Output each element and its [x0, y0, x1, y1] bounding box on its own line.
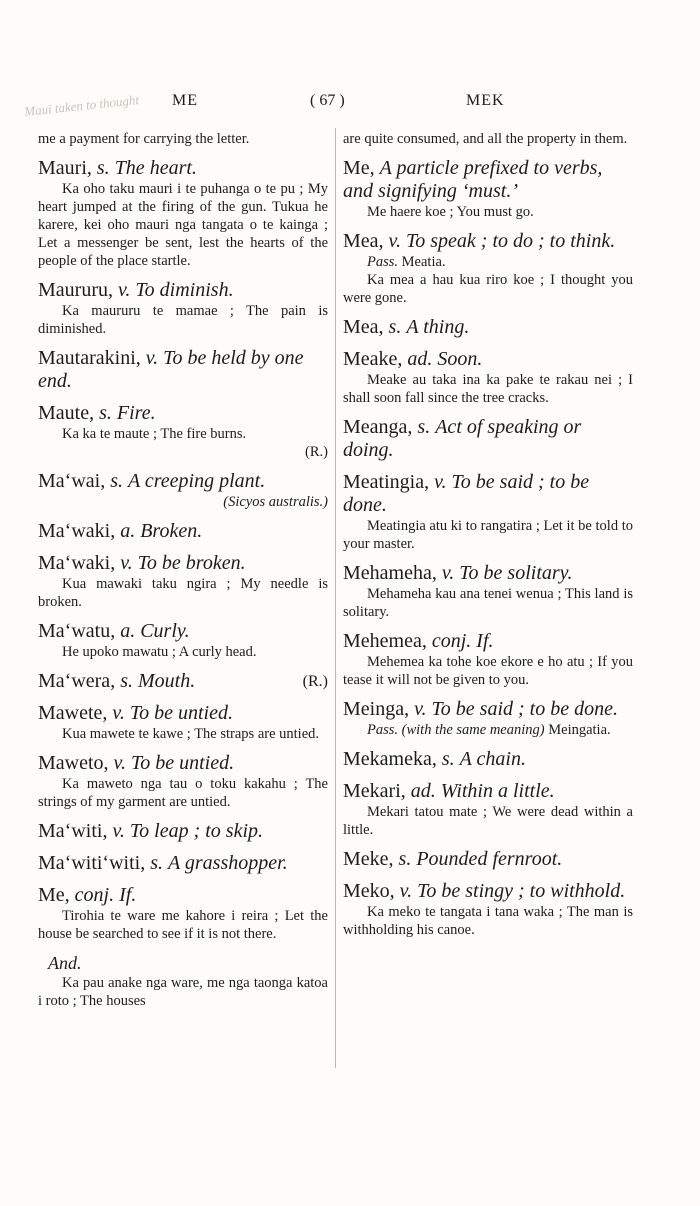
example: Tirohia te ware me kahore i reira ; Let the house be searched to see if it is not there.: [38, 908, 328, 942]
example: Ka maururu te mamae ; The pain is diminished.: [38, 303, 328, 337]
example: Mehameha kau ana tenei wenua ; This land is solitary.: [343, 586, 633, 620]
entry-headline: Meanga, s. Act of speaking or doing.: [343, 416, 582, 461]
definition: To be said ; to be done.: [431, 698, 618, 720]
definition: The heart.: [114, 157, 197, 179]
part-of-speech: v.: [112, 820, 125, 842]
header-right: MEK: [466, 92, 505, 109]
part-of-speech: v.: [414, 698, 427, 720]
entry-headline: Meinga, v. To be said ; to be done.: [343, 698, 618, 720]
part-of-speech: v.: [112, 702, 125, 724]
headword: Me: [38, 884, 65, 906]
part-of-speech: v.: [388, 230, 401, 252]
definition: Soon.: [437, 348, 483, 370]
dictionary-entry: [38, 702, 328, 743]
definition: Curly.: [140, 620, 190, 642]
example: Mekari tatou mate ; We were dead within a little.: [343, 804, 633, 838]
dictionary-entry: [343, 348, 633, 407]
dictionary-entry: [38, 884, 328, 943]
part-of-speech: s.: [441, 748, 455, 770]
headword: Mea: [343, 316, 379, 338]
entry-headline: Meke, s. Pounded fernroot.: [343, 848, 563, 870]
dictionary-entry: [343, 630, 633, 689]
definition: To be stingy ; to withhold.: [417, 880, 626, 902]
dictionary-entry: [38, 670, 328, 693]
passive-word: Meatia.: [401, 254, 446, 270]
dictionary-entry: [343, 848, 633, 871]
dictionary-entry: [343, 698, 633, 739]
part-of-speech: s.: [398, 848, 412, 870]
definition: Act of speaking or doing.: [343, 416, 582, 461]
part-of-speech: v.: [117, 279, 131, 301]
part-of-speech: conj.: [431, 630, 472, 652]
region-mark: (R.): [302, 673, 328, 690]
headword: Mekameka: [343, 748, 432, 770]
dictionary-entry: [38, 552, 328, 611]
headword: Meko: [343, 880, 390, 902]
definition: A creeping plant.: [128, 470, 266, 492]
definition: To speak ; to do ; to think.: [405, 230, 616, 252]
entry-headline: Maururu, v. To diminish.: [38, 279, 234, 301]
left-sub-entry: [38, 952, 328, 1010]
part-of-speech: ad.: [410, 780, 436, 802]
definition: To be untied.: [130, 752, 235, 774]
part-of-speech: ad.: [407, 348, 433, 370]
dictionary-entry: [343, 230, 633, 307]
entry-note: (R.): [305, 444, 328, 460]
dictionary-entry: [343, 780, 633, 839]
dictionary-entry: [38, 620, 328, 661]
headword: Meatingia: [343, 471, 425, 493]
entry-headline: Mauri, s. The heart.: [38, 157, 197, 179]
headword: Ma‘wai: [38, 470, 101, 492]
example: Me haere koe ; You must go.: [367, 204, 534, 220]
entry-headline: Maute, s. Fire.: [38, 402, 156, 424]
definition: Fire.: [116, 402, 156, 424]
part-of-speech: v.: [113, 752, 126, 774]
example: Ka oho taku mauri i te puhanga o te pu ; My heart jumped at the firing of the gun. Tukua he karere, kei oho mauri nga tangata o te kainga ; Let a messenger be sent, lest the hearts of the people of the place startle.: [38, 181, 328, 269]
dictionary-entry: [38, 520, 328, 543]
entry-headline: Meko, v. To be stingy ; to withhold.: [343, 880, 626, 902]
example: Kua mawaki taku ngira ; My needle is broken.: [38, 576, 328, 610]
example: Ka maweto nga tau o toku kakahu ; The strings of my garment are untied.: [38, 776, 328, 810]
definition: To leap ; to skip.: [129, 820, 263, 842]
headword: Mauri: [38, 157, 87, 179]
headword: Mehameha: [343, 562, 432, 584]
left-entries: [38, 157, 328, 943]
example: Kua mawete te kawe ; The straps are untied.: [62, 726, 320, 742]
headword: Meake: [343, 348, 398, 370]
entry-headline: Ma‘waki, v. To be broken.: [38, 552, 246, 574]
definition: Within a little.: [440, 780, 555, 802]
entry-headline: Me, conj. If.: [38, 884, 137, 906]
dictionary-entry: [343, 471, 633, 553]
entry-headline: Meake, ad. Soon.: [343, 348, 483, 370]
example: Meake au taka ina ka pake te rakau nei ; I shall soon fall since the tree cracks.: [343, 372, 633, 406]
headword: Meanga: [343, 416, 408, 438]
part-of-speech: s.: [99, 402, 112, 424]
example: Ka mea a hau kua riro koe ; I thought you were gone.: [343, 272, 633, 306]
part-of-speech: a.: [120, 520, 136, 542]
part-of-speech: v.: [120, 552, 133, 574]
passive-label: Pass. (with the same meaning): [367, 722, 545, 738]
entry-headline: Mea, v. To speak ; to do ; to think.: [343, 230, 616, 252]
definition: A chain.: [459, 748, 526, 770]
definition: Mouth.: [137, 670, 196, 692]
headword: Maururu: [38, 279, 108, 301]
part-of-speech: s.: [110, 470, 123, 492]
part-of-speech: s.: [150, 852, 164, 874]
dictionary-entry: [38, 470, 328, 511]
example: Mehemea ka tohe koe ekore e ho atu ; If you tease it will not be given to you.: [343, 654, 633, 688]
dictionary-entry: [38, 820, 328, 843]
passive-form: [343, 721, 633, 739]
entry-headline: Mekari, ad. Within a little.: [343, 780, 555, 802]
column-divider: [335, 128, 336, 1068]
headword: Meinga: [343, 698, 405, 720]
dictionary-entry: [343, 157, 633, 221]
definition: To be said ; to be done.: [343, 471, 590, 516]
headword: Mea: [343, 230, 379, 252]
part-of-speech: s.: [417, 416, 431, 438]
page-number: ( 67 ): [310, 92, 345, 109]
headword: Mawete: [38, 702, 103, 724]
dictionary-entry: [343, 562, 633, 621]
entry-headline: Ma‘witi‘witi, s. A grasshopper.: [38, 852, 288, 874]
left-continuation: me a payment for carrying the letter.: [38, 131, 250, 147]
dictionary-entry: [38, 402, 328, 461]
right-column: [343, 130, 633, 948]
definition: If.: [119, 884, 137, 906]
headword: Ma‘watu: [38, 620, 111, 642]
headword: Ma‘witi‘witi: [38, 852, 141, 874]
headword: Mehemea: [343, 630, 422, 652]
definition: To be untied.: [129, 702, 233, 724]
dictionary-entry: [38, 852, 328, 875]
definition: Broken.: [140, 520, 203, 542]
part-of-speech: v.: [145, 347, 159, 369]
entry-headline: Ma‘wera, s. Mouth. (R.): [38, 670, 328, 692]
definition: A grasshopper.: [168, 852, 288, 874]
entry-headline: Ma‘witi, v. To leap ; to skip.: [38, 820, 263, 842]
left-column: [38, 130, 328, 1019]
example: Meatingia atu ki to rangatira ; Let it be told to your master.: [343, 518, 633, 552]
definition: If.: [476, 630, 494, 652]
right-entries: [343, 157, 633, 939]
sub-example: Ka pau anake nga ware, me nga taonga katoa i roto ; The houses: [38, 975, 328, 1009]
entry-headline: Mawete, v. To be untied.: [38, 702, 233, 724]
entry-headline: Ma‘waki, a. Broken.: [38, 520, 203, 542]
part-of-speech: conj.: [74, 884, 115, 906]
header-left: ME: [172, 92, 198, 109]
headword: Mekari: [343, 780, 401, 802]
right-continuation: are quite consumed, and all the property in them.: [343, 131, 628, 147]
entry-headline: Mehemea, conj. If.: [343, 630, 494, 652]
dictionary-entry: [38, 347, 328, 393]
entry-headline: Meatingia, v. To be said ; to be done.: [343, 471, 590, 516]
part-of-speech: s.: [120, 670, 133, 692]
entry-headline: Mea, s. A thing.: [343, 316, 470, 338]
headword: Ma‘wera: [38, 670, 111, 692]
dictionary-entry: [38, 157, 328, 270]
definition: To diminish.: [135, 279, 234, 301]
dictionary-entry: [343, 416, 633, 462]
definition: Pounded fernroot.: [416, 848, 563, 870]
entry-headline: Mekameka, s. A chain.: [343, 748, 526, 770]
headword: Meke: [343, 848, 389, 870]
example: He upoko mawatu ; A curly head.: [62, 644, 257, 660]
entry-headline: Mehameha, v. To be solitary.: [343, 562, 573, 584]
headword: Ma‘witi: [38, 820, 103, 842]
sub-label: And.: [48, 953, 82, 973]
entry-note: (Sicyos australis.): [223, 494, 328, 510]
headword: Ma‘waki: [38, 520, 111, 542]
dictionary-entry: [38, 752, 328, 811]
part-of-speech: s.: [388, 316, 402, 338]
entry-headline: Ma‘wai, s. A creeping plant.: [38, 470, 266, 492]
dictionary-entry: [343, 880, 633, 939]
headword: Maweto: [38, 752, 104, 774]
headword: Ma‘waki: [38, 552, 111, 574]
pencil-annotation: Maui taken to thought: [23, 92, 140, 119]
part-of-speech: a.: [120, 620, 136, 642]
part-of-speech: v.: [434, 471, 447, 493]
definition: To be solitary.: [459, 562, 573, 584]
entry-headline: Me, A particle prefixed to verbs, and signifying ‘must.’: [343, 157, 603, 202]
definition: To be broken.: [137, 552, 246, 574]
entry-headline: Mautarakini, v. To be held by one end.: [38, 347, 304, 392]
page-header: [0, 92, 700, 116]
dictionary-entry: [343, 748, 633, 771]
part-of-speech: s.: [96, 157, 110, 179]
headword: Maute: [38, 402, 90, 424]
headword: Me: [343, 157, 370, 179]
part-of-speech: v.: [399, 880, 413, 902]
entry-headline: Ma‘watu, a. Curly.: [38, 620, 190, 642]
definition: A particle prefixed to verbs, and signifying ‘must.’: [343, 157, 603, 202]
part-of-speech: v.: [441, 562, 455, 584]
definition: To be held by one end.: [38, 347, 304, 392]
example: Ka ka te maute ; The fire burns.: [62, 426, 247, 442]
entry-headline: Maweto, v. To be untied.: [38, 752, 235, 774]
passive-word: Meingatia.: [548, 722, 611, 738]
example: Ka meko te tangata i tana waka ; The man is withholding his canoe.: [343, 904, 633, 938]
headword: Mautarakini: [38, 347, 136, 369]
dictionary-entry: [38, 279, 328, 338]
dictionary-entry: [343, 316, 633, 339]
passive-form: [343, 253, 633, 271]
definition: A thing.: [406, 316, 470, 338]
passive-label: Pass.: [367, 254, 399, 270]
